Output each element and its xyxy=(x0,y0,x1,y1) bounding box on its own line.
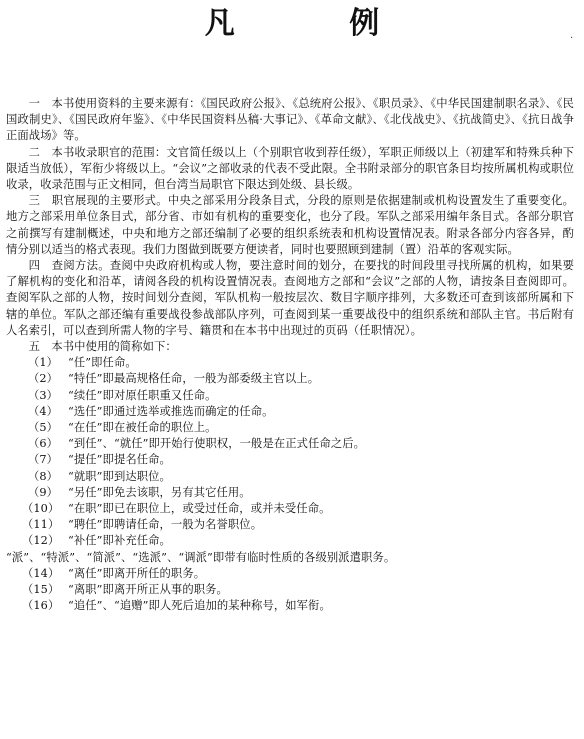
list-item-text: “在职”即已在职位上，或受过任命，或并未受任命。 xyxy=(68,502,331,516)
list-item-text: “追任”、“追赠”即人死后追加的某种称号，如军衔。 xyxy=(68,599,331,613)
list-item xyxy=(6,566,574,582)
list-item-text: “在任”即在被任命的职位上。 xyxy=(68,421,217,435)
paragraph-format: 三 职官展现的主要形式。中央之部采用分段条目式，分段的原则是依据建制或机构设置发生了重要变化。地方之部采用单位条目式，部分省、市如有机构的重要变化，也分了段。军队之部采用编年条目式。各部分职官之前撰写有建制概述，中央和地方之部还编制了必要的组织系统表和机构设置情况表。附录各部分内容各异，酌情分别以适当的格式表现。我们力图做到既要方便读者，同时也要照顾到建制（置）沿革的客观实际。 xyxy=(6,194,574,256)
paragraph-sources: 一 本书使用资料的主要来源有：《国民政府公报》、《总统府公报》、《职员录》、《中华民国建制职名录》、《民国政制史》、《国民政府年鉴》、《中华民国资料丛稿·大事记》、《革命文献》、《北伐战史》、《抗战简史》、《抗日战争正面战场》等。 xyxy=(6,97,574,143)
list-item xyxy=(6,436,574,452)
list-item xyxy=(6,371,574,387)
page-title: 凡 例 xyxy=(204,6,432,41)
list-item xyxy=(6,355,574,371)
list-item-number: （6） xyxy=(28,437,59,451)
list-item-text: “就职”即到达职位。 xyxy=(68,469,171,483)
list-item-number: （4） xyxy=(28,404,59,418)
document-body xyxy=(6,96,574,615)
list-item-number: （11） xyxy=(22,518,60,532)
paragraph-scope: 二 本书收录职官的范围：文官简任级以上（个别职官收到荐任级），军职正师级以上（初建军和特殊兵种下限适当放低），军衔少将级以上。“会议”之部收录的代表不受此限。全书附录部分的职官条目均按所属机构或职位收录，收录范围与正文相同，但台湾当局职官下限达到处级、县长级。 xyxy=(6,145,574,192)
list-item-number: （16） xyxy=(22,599,60,613)
list-item-text: “任”即任命。 xyxy=(68,356,137,370)
list-item xyxy=(6,517,574,533)
list-item-text: “离职”即离开所正从事的职务。 xyxy=(68,583,228,597)
list-item-number: （7） xyxy=(28,453,59,467)
list-item xyxy=(6,501,574,517)
abbreviation-list xyxy=(6,355,574,614)
list-item-text: “补任”即补充任命。 xyxy=(68,534,171,548)
list-item-number: （12） xyxy=(22,534,60,548)
list-item-number: （1） xyxy=(28,356,59,370)
list-item-number: （2） xyxy=(28,372,59,386)
list-item xyxy=(6,469,574,485)
list-item-number: （14） xyxy=(22,566,60,580)
list-item-number: （10） xyxy=(22,502,60,516)
list-item-text: “特任”即最高规格任命，一般为部委级主官以上。 xyxy=(68,372,320,386)
list-item xyxy=(6,550,574,566)
list-item-number: （3） xyxy=(28,388,59,402)
paragraph-abbreviations-intro: 五 本书中使用的简称如下： xyxy=(28,340,177,354)
list-item xyxy=(6,598,574,614)
list-item xyxy=(6,452,574,468)
list-item-text: “另任”即免去该职，另有其它任用。 xyxy=(68,485,251,499)
list-item-text: “离任”即离开所任的职务。 xyxy=(68,566,206,580)
page-edge-mark: · xyxy=(570,33,574,44)
list-item-number: （8） xyxy=(28,469,59,483)
list-item xyxy=(6,485,574,501)
list-item-text: “派”、“特派”、“简派”、“选派”、“调派”即带有临时性质的各级别派遣职务。 xyxy=(6,550,396,564)
list-item-text: “续任”即对原任职重又任命。 xyxy=(68,388,217,402)
list-item xyxy=(6,533,574,549)
list-item-number: （9） xyxy=(28,485,59,499)
list-item-text: “提任”即提名任命。 xyxy=(68,453,171,467)
list-item xyxy=(6,388,574,404)
list-item-number: （5） xyxy=(28,421,59,435)
list-item xyxy=(6,582,574,598)
list-item-text: “选任”即通过选举或推选而确定的任命。 xyxy=(68,404,274,418)
list-item-text: “聘任”即聘请任命，一般为名誉职位。 xyxy=(68,518,263,532)
list-item-text: “到任”、“就任”即开始行使职权，一般是在正式任命之后。 xyxy=(68,437,366,451)
list-item xyxy=(6,404,574,420)
list-item xyxy=(6,420,574,436)
list-item-number: （15） xyxy=(22,583,60,597)
paragraph-lookup: 四 查阅方法。查阅中央政府机构或人物，要注意时间的划分，在要找的时间段里寻找所属的机构，如果要了解机构的变化和沿革，请阅各段的机构设置情况表。查阅地方之部和“会议”之部的人物，请按条目查阅即可。查阅军队之部的人物，按时间划分查阅，军队机构一般按层次、数目字顺序排列，大多数还可查到该部所属和下辖的单位。军队之部还编有重要战役参战部队序列，可查阅到某一重要战役中的组织系统和部队主官。书后附有人名索引，可以查到所需人物的字号、籍贯和在本书中出现过的页码（任职情况）。 xyxy=(6,259,574,337)
